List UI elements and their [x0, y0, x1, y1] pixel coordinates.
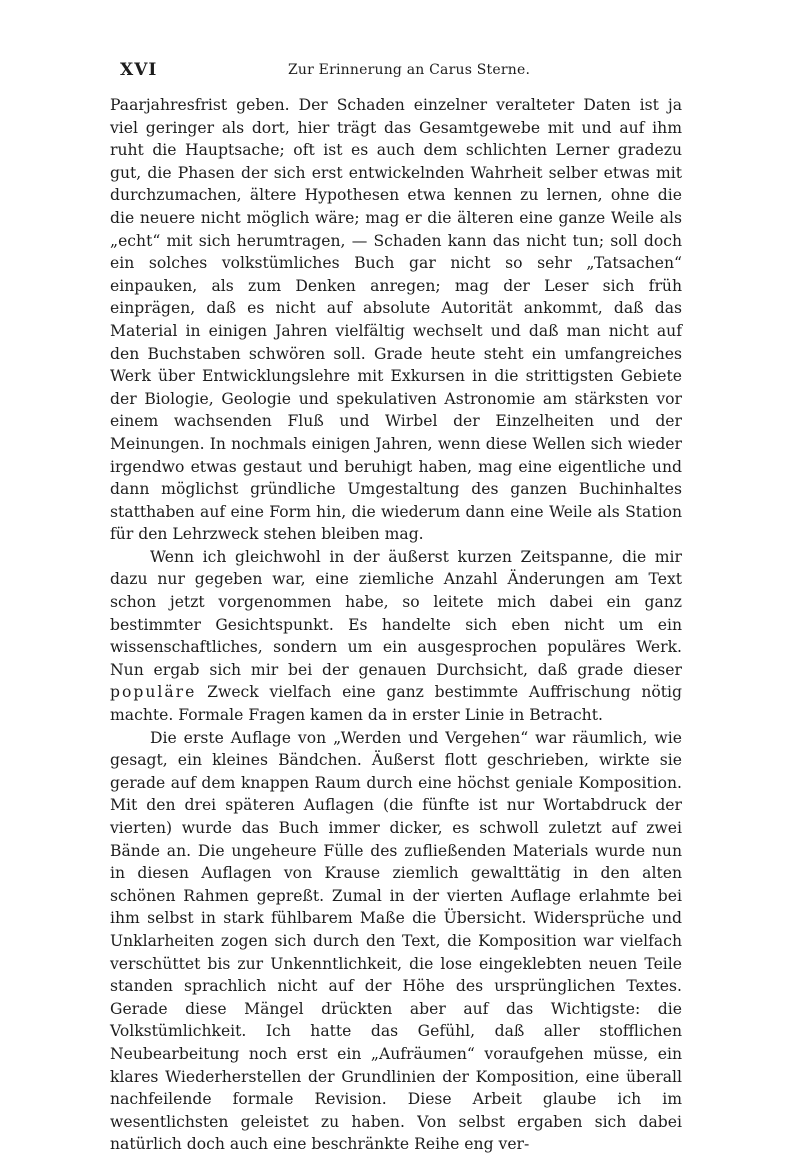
document-page [110, 60, 682, 1154]
running-title: Zur Erinnerung an Carus Sterne. [288, 62, 531, 78]
running-head [110, 60, 682, 86]
emphasized-word: populäre [110, 683, 197, 702]
paragraph-1: Paarjahresfrist geben. Der Schaden einzelner veralteter Daten ist ja viel geringer als dort, hier trägt das Gesamtgewebe mit und auf ihm ruht die Hauptsache; oft ist es auch dem schlichten Lerner gradezu gut, die Phasen der sich erst entwickelnden Wahrheit selber etwas mit durchzumachen, ältere Hypothesen etwa kennen zu lernen, ohne die die neuere nicht möglich wäre; mag er die älteren eine ganze Weile als „echt“ mit sich herumtragen, — Schaden kann das nicht tun; soll doch ein solches volkstümliches Buch gar nicht so sehr „Tatsachen“ einpauken, als zum Denken anregen; mag der Leser sich früh einprägen, daß es nicht auf absolute Autorität ankommt, daß das Material in einigen Jahren vielfältig wechselt und daß man nicht auf den Buchstaben schwören soll. Grade heute steht ein umfangreiches Werk über Entwicklungslehre mit Exkursen in die strittigsten Gebiete der Biologie, Geologie und spekulativen Astronomie am stärksten vor einem wachsenden Fluß und Wirbel der Einzelheiten und der Meinungen. In nochmals einigen Jahren, wenn diese Wellen sich wieder irgendwo etwas gestaut und beruhigt haben, mag eine eigentliche und dann möglichst gründliche Umgestaltung des ganzen Buchinhaltes statthaben auf eine Form hin, die wiederum dann eine Weile als Station für den Lehrzweck stehen bleiben mag. [110, 96, 682, 544]
paragraph-2 [110, 546, 682, 727]
body-text [110, 94, 682, 1156]
page-number: XVI [120, 60, 158, 80]
paragraph-2-part-2: Zweck vielfach eine ganz bestimmte Auffrischung nötig machte. Formale Fragen kamen da in erster Linie in Betracht. [110, 683, 682, 725]
paragraph-3: Die erste Auflage von „Werden und Vergehen“ war räumlich, wie gesagt, ein kleines Bändchen. Äußerst flott geschrieben, wirkte sie gerade auf dem knappen Raum durch eine höchst geniale Komposition. Mit den drei späteren Auflagen (die fünfte ist nur Wortabdruck der vierten) wurde das Buch immer dicker, es schwoll zuletzt auf zwei Bände an. Die ungeheure Fülle des zufließenden Materials wurde nun in diesen Auflagen von Krause ziemlich gewalttätig in den alten schönen Rahmen gepreßt. Zumal in der vierten Auflage erlahmte bei ihm selbst in stark fühlbarem Maße die Übersicht. Widersprüche und Unklarheiten zogen sich durch den Text, die Komposition war vielfach verschüttet bis zur Unkenntlichkeit, die lose eingeklebten neuen Teile standen sprachlich nicht auf der Höhe des ursprünglichen Textes. Gerade diese Mängel drückten aber auf das Wichtigste: die Volkstümlichkeit. Ich hatte das Gefühl, daß aller stofflichen Neubearbeitung noch erst ein „Aufräumen“ voraufgehen müsse, ein klares Wiederherstellen der Grundlinien der Komposition, eine überall nachfeilende formale Revision. Diese Arbeit glaube ich im wesentlichsten geleistet zu haben. Von selbst ergaben sich dabei natürlich doch auch eine beschränkte Reihe eng ver- [110, 728, 682, 1154]
paragraph-2-part-1: Wenn ich gleichwohl in der äußerst kurzen Zeitspanne, die mir dazu nur gegeben war, eine ziemliche Anzahl Änderungen am Text schon jetzt vorgenommen habe, so leitete mich dabei ein ganz bestimmter Gesichtspunkt. Es handelte sich eben nicht um ein wissenschaftliches, sondern um ein ausgesprochen populäres Werk. Nun ergab sich mir bei der genauen Durchsicht, daß grade dieser [110, 547, 682, 679]
